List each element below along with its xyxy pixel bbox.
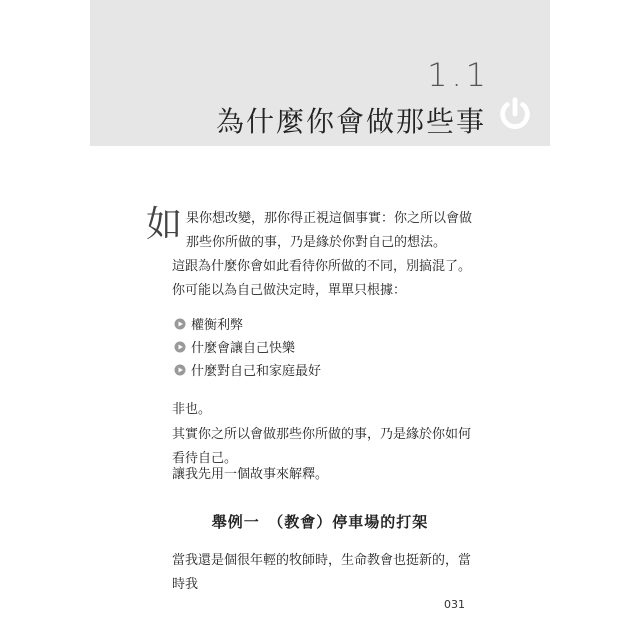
list-item	[174, 335, 474, 358]
chapter-header	[90, 0, 550, 146]
chapter-number: 1.1	[427, 56, 490, 94]
paragraph-3: 非也。	[172, 402, 212, 417]
bullet-list	[174, 312, 474, 381]
power-icon	[496, 96, 534, 134]
paragraph-4: 其實你之所以會做那些你所做的事，乃是緣於你如何看待自己。	[172, 427, 472, 466]
list-item	[174, 358, 474, 381]
paragraph-2: 這跟為什麼你會如此看待你所做的不同，別搞混了。你可能以為自己做決定時，單單只根據：	[172, 259, 472, 298]
paragraph-1: 果你想改變，那你得正視這個事實：你之所以會做那些你所做的事，乃是緣於你對自己的想法。	[186, 211, 473, 250]
list-item	[174, 312, 474, 335]
chapter-title: 為什麼你會做那些事	[215, 105, 486, 138]
bullet-label: 權衡利弊	[191, 318, 244, 333]
dropcap: 如	[146, 204, 183, 245]
paragraph-5: 讓我先用一個故事來解釋。	[172, 467, 329, 482]
paragraph-6: 當我還是個很年輕的牧師時，生命教會也挺新的，當時我	[172, 553, 472, 592]
case-heading: 舉例一 （教會）停車場的打架	[211, 513, 429, 531]
play-bullet-icon	[174, 364, 186, 376]
bullet-label: 什麼會讓自己快樂	[191, 341, 296, 356]
play-bullet-icon	[174, 318, 186, 330]
bullet-label: 什麼對自己和家庭最好	[191, 364, 322, 379]
play-bullet-icon	[174, 341, 186, 353]
page-number: 031	[444, 598, 465, 611]
